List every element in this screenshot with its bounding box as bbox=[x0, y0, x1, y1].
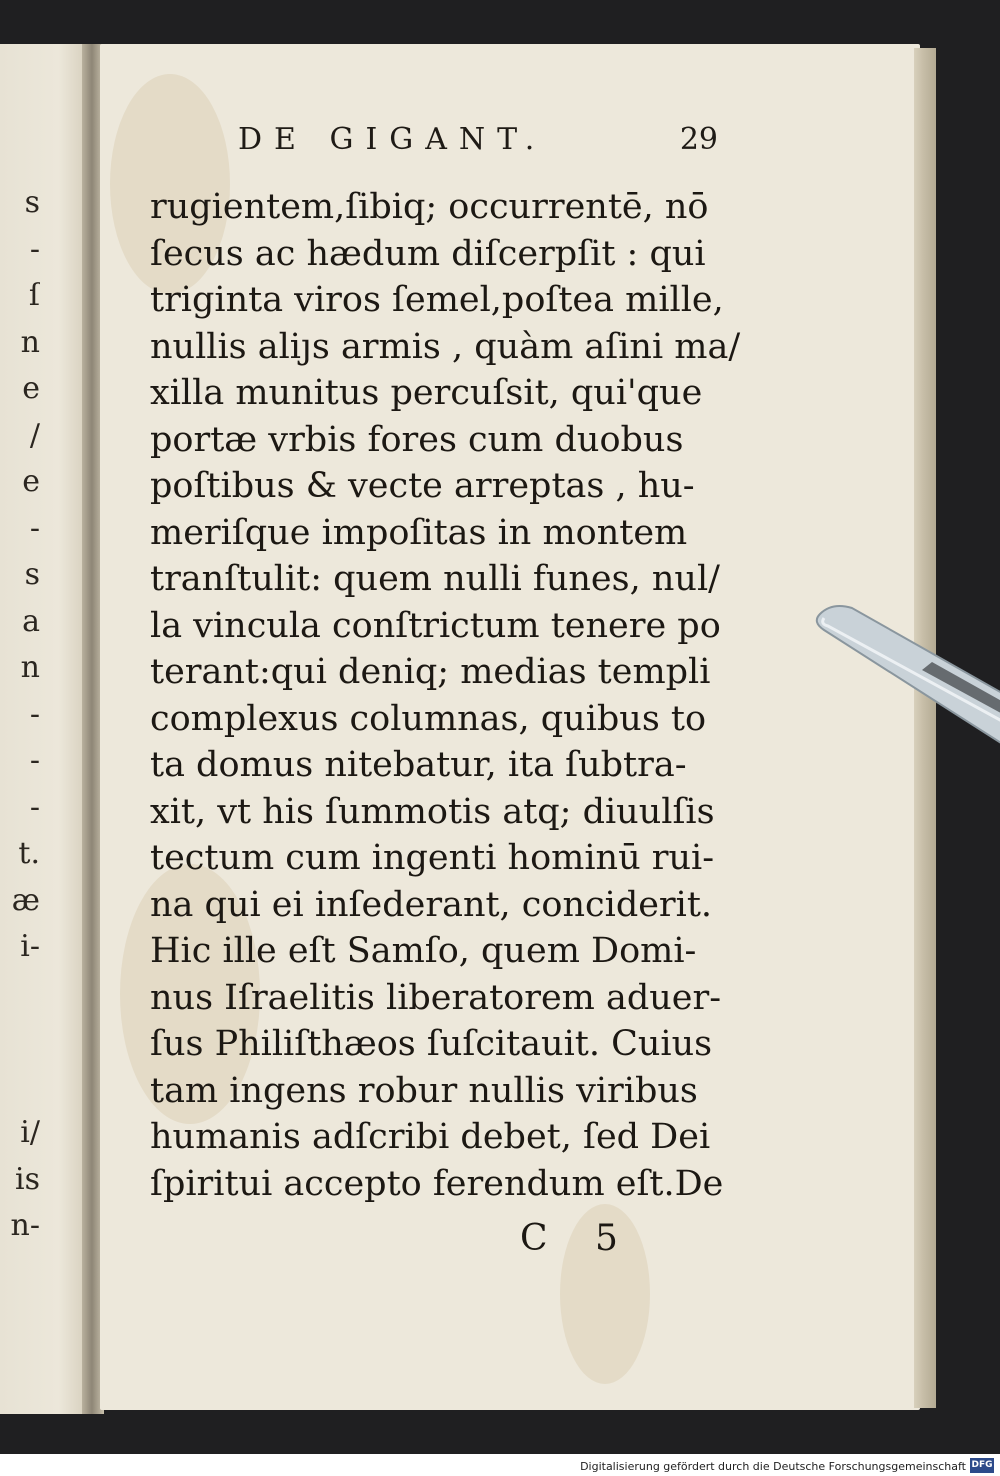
left-page-fragment: i- bbox=[20, 929, 40, 964]
left-page-fragment: - bbox=[29, 510, 40, 546]
text-line: tectum cum ingenti hominū rui- bbox=[150, 838, 715, 878]
dfg-logo: DFG bbox=[970, 1458, 994, 1473]
text-line: xilla munitus percuſsit, qui'que bbox=[150, 373, 703, 413]
text-line: rugientem,ſibiq; occurrentē, nō bbox=[150, 187, 709, 227]
page-number: 29 bbox=[679, 122, 718, 157]
text-line: terant:qui deniq; medias templi bbox=[150, 652, 711, 692]
text-line: meriſque impoſitas in montem bbox=[150, 512, 688, 553]
signature-mark: C 5 bbox=[520, 1218, 636, 1259]
text-line: complexus columnas, quibus to bbox=[150, 698, 707, 739]
text-line: triginta viros ſemel,poſtea mille, bbox=[150, 280, 724, 320]
left-page-fragment: - bbox=[29, 743, 40, 778]
text-line: Hic ille eſt Samſo, quem Domi- bbox=[150, 931, 697, 971]
text-line: ſecus ac hædum diſcerpſit : qui bbox=[150, 233, 706, 274]
page-holder-pointer-icon bbox=[812, 600, 1000, 760]
text-line: portæ vrbis fores cum duobus bbox=[150, 419, 684, 460]
text-line: poſtibus & vecte arreptas , hu- bbox=[150, 466, 695, 506]
left-page-fragment: i/ bbox=[20, 1115, 40, 1150]
left-page-fragment: / bbox=[29, 417, 40, 453]
text-line: tranſtulit: quem nulli funes, nul/ bbox=[150, 559, 720, 599]
left-page-fragment: a bbox=[22, 603, 40, 639]
left-page-text-fragments bbox=[0, 180, 40, 1250]
left-page-fragment bbox=[0, 1064, 40, 1111]
left-page-fragment: - bbox=[29, 696, 40, 732]
left-page-fragment: ſ bbox=[28, 278, 40, 313]
text-line: tam ingens robur nullis viribus bbox=[150, 1070, 698, 1111]
running-head-title: DE GIGANT. bbox=[238, 122, 547, 157]
text-line: ſpiritui accepto ferendum eſt.De bbox=[150, 1163, 724, 1204]
left-page-fragment: - bbox=[29, 789, 40, 825]
text-line: ta domus nitebatur, ita ſubtra- bbox=[150, 745, 687, 785]
text-line: nullis aliȷs armis , quàm aſini ma/ bbox=[150, 326, 741, 367]
left-page-fragment: is bbox=[15, 1161, 40, 1197]
text-line: la vincula conſtrictum tenere po bbox=[150, 605, 721, 646]
running-head bbox=[238, 122, 718, 166]
page-body-text bbox=[150, 184, 741, 1207]
left-page-fragment: n- bbox=[10, 1208, 40, 1243]
text-line: humanis adſcribi debet, ſed Dei bbox=[150, 1117, 711, 1157]
funding-credit: Digitalisierung gefördert durch die Deutsche Forschungsgemeinschaft bbox=[580, 1460, 966, 1473]
left-page-fragment bbox=[0, 971, 40, 1018]
left-page-fragment bbox=[0, 1017, 40, 1064]
text-line: nus Iſraelitis liberatorem aduer- bbox=[150, 977, 722, 1018]
left-page-fragment: e bbox=[22, 464, 40, 499]
text-line: xit, vt his ſummotis atq; diuulſis bbox=[150, 791, 715, 832]
left-page-fragment: e bbox=[22, 371, 40, 406]
text-line: ſus Philiſthæos ſuſcitauit. Cuius bbox=[150, 1024, 713, 1064]
left-page-fragment: n bbox=[20, 650, 40, 685]
left-page-fragment: æ bbox=[11, 882, 40, 918]
left-page-fragment: s bbox=[24, 557, 40, 592]
left-page-fragment: n bbox=[20, 324, 40, 360]
footer-bar bbox=[0, 1454, 1000, 1476]
left-page-fragment: t. bbox=[18, 836, 40, 871]
left-page-fragment: - bbox=[29, 231, 40, 267]
text-line: na qui ei inſederant, conciderit. bbox=[150, 884, 713, 925]
left-page-fragment: s bbox=[24, 185, 40, 220]
